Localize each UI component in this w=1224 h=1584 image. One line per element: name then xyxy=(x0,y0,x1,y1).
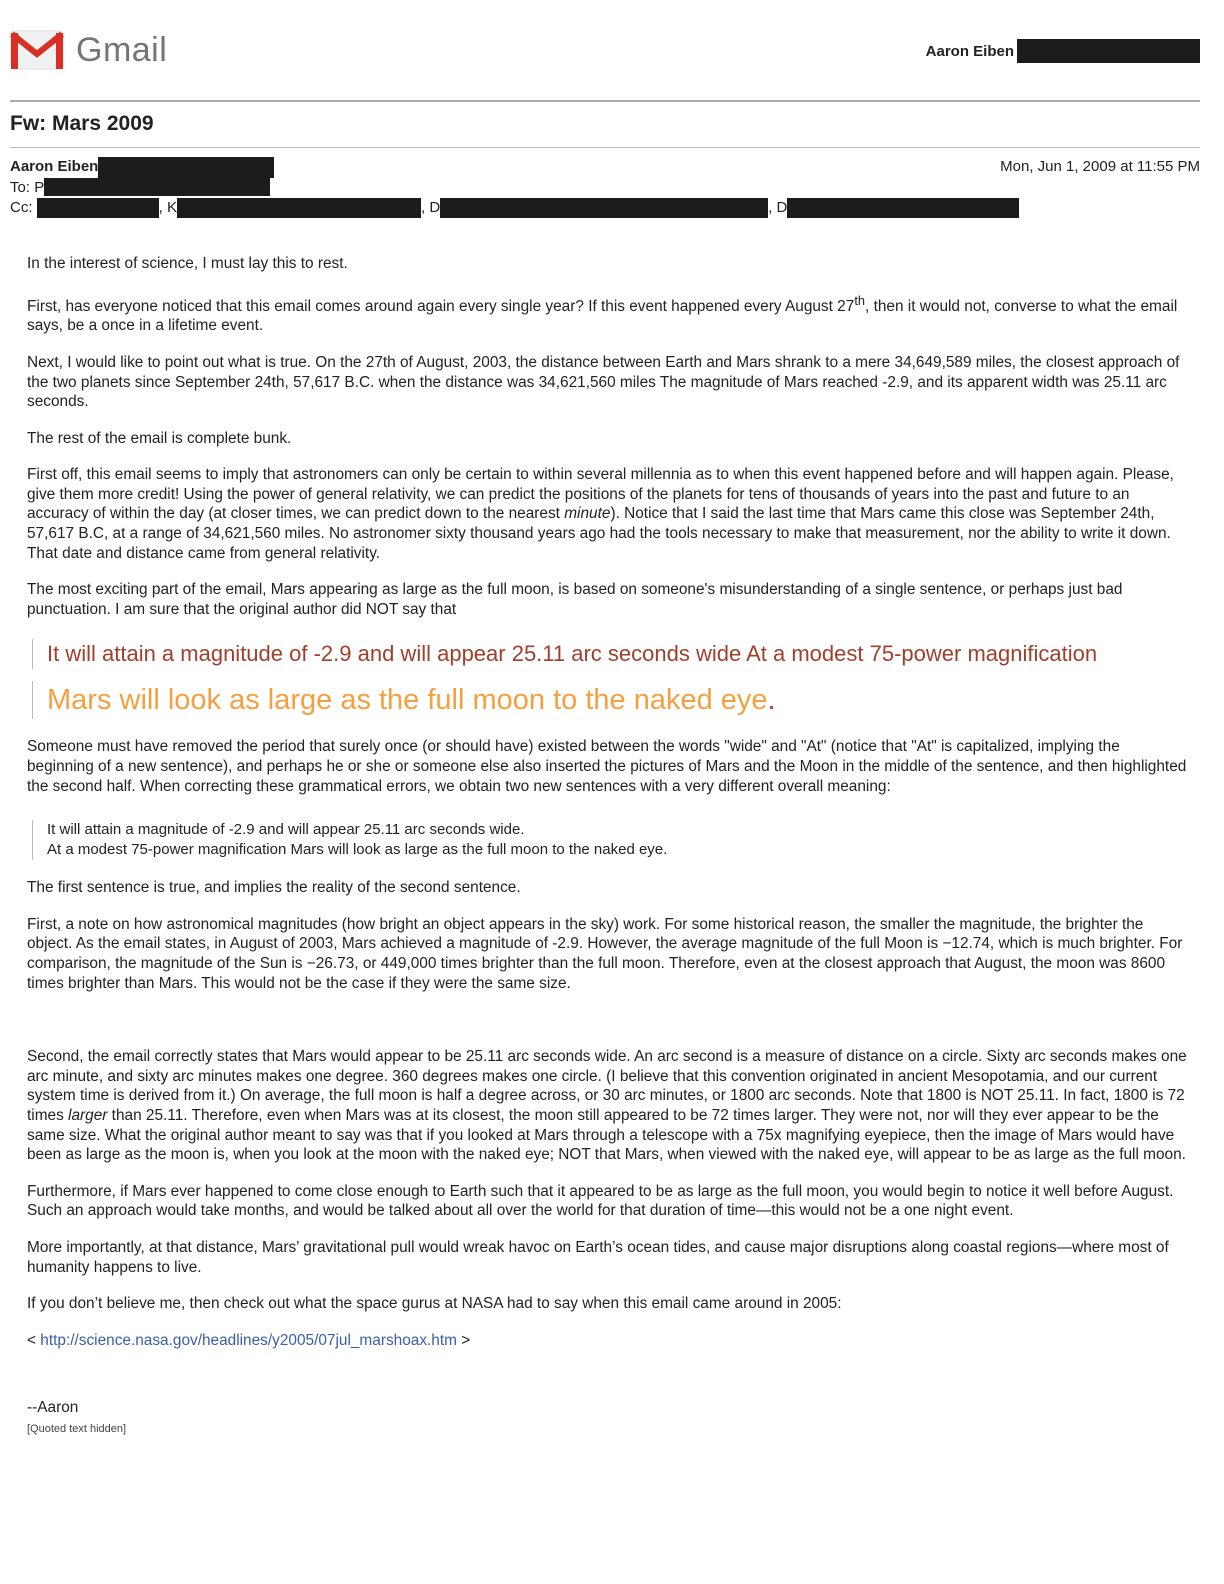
redacted-cc-3 xyxy=(440,198,768,218)
quote2-period: . xyxy=(767,684,776,717)
cc-row xyxy=(10,198,1200,218)
p10-text-a: Second, the email correctly states that Mars would appear to be 25.11 arc seconds wide. An arc second is a measure of distance on a circle. Sixty arc seconds makes one arc minute, and sixty arc minutes makes one degree. 360 degrees makes one circle. (I believe that this convention originated in ancient Mesopotamia, and our current system time is derived from it.) On average, the full moon is half a degree across, or 30 arc minutes, or 1800 arc seconds. Note that 1800 is NOT 25.11. In fact, 1800 is 72 times xyxy=(27,1048,1187,1124)
to-row xyxy=(10,178,1200,198)
quote2-text: Mars will look as large as the full moon to the naked eye xyxy=(47,684,768,717)
gmail-logo[interactable] xyxy=(10,30,167,70)
p2-text-a: First, has everyone noticed that this email comes around again every single year? If this event happened every August 27 xyxy=(27,297,855,315)
email-subject: Fw: Mars 2009 xyxy=(10,112,154,135)
account-name: Aaron Eiben xyxy=(925,42,1014,60)
paragraph-12: More importantly, at that distance, Mars’ gravitational pull would wreak havoc on Earth’s ocean tides, and cause major disruptions along coastal regions—where most of humanity happens to live. xyxy=(27,1238,1169,1276)
link-line xyxy=(27,1331,1187,1351)
nasa-link[interactable]: http://science.nasa.gov/headlines/y2005/07jul_marshoax.htm xyxy=(40,1331,457,1349)
to-initial: P xyxy=(34,179,45,196)
email-body xyxy=(27,254,1187,1440)
redacted-to xyxy=(44,178,270,196)
quote-line-1: It will attain a magnitude of -2.9 and will appear 25.11 arc seconds wide At a modest 75-power magnification xyxy=(32,639,1187,669)
to-label: To: xyxy=(10,179,31,196)
paragraph-5 xyxy=(27,465,1187,563)
quoted-text-hidden[interactable]: [Quoted text hidden] xyxy=(27,1422,127,1435)
paragraph-8: The first sentence is true, and implies the reality of the second sentence. xyxy=(27,879,521,897)
header-divider xyxy=(10,100,1200,102)
paragraph-13: If you don’t believe me, then check out what the space gurus at NASA had to say when this email came around in 2005: xyxy=(27,1295,842,1313)
redacted-email xyxy=(1017,39,1200,63)
paragraph-4: The rest of the email is complete bunk. xyxy=(27,429,292,447)
paragraph-3: Next, I would like to point out what is true. On the 27th of August, 2003, the distance between Earth and Mars shrank to a mere 34,649,589 miles, the closest approach of the two planets since September 24th, 57,617 B.C. when the distance was 34,621,560 miles The magnitude of Mars reached -2.9, and its apparent width was 25.11 arc seconds. xyxy=(27,353,1180,411)
paragraph-6: The most exciting part of the email, Mars appearing as large as the full moon, is based on someone's misunderstanding of a single sentence, or perhaps just bad punctuation. I am sure that the original author did NOT say that xyxy=(27,581,1123,618)
paragraph-7: Someone must have removed the period that surely once (or should have) existed between the words "wide" and "At" (notice that "At" is capitalized, implying the beginning of a new sentence), and perhaps he or she or someone else also inserted the pictures of Mars and the Moon in the middle of the sentence, and then highlighted the second half. When correcting these grammatical errors, we obtain two new sentences with a very different overall meaning: xyxy=(27,738,1187,795)
quote-line-2 xyxy=(32,681,1187,719)
corrected-quote-line-1: It will attain a magnitude of -2.9 and will appear 25.11 arc seconds wide. xyxy=(47,821,525,839)
p10-text-b: than 25.11. Therefore, even when Mars was at its closest, the moon still appeared to be 72 times larger. They were not, nor will they ever appear to be the same size. What the original author meant to say was that if you looked at Mars through a telescope with a 75x magnifying eyepiece, then the image of Mars would have been as large as the moon is, when you look at the moon with the naked eye; NOT that Mars, when viewed with the naked eye, will appear to be as large as the full moon. xyxy=(27,1106,1186,1164)
corrected-quote-line-2: At a modest 75-power magnification Mars will look as large as the full moon to the naked eye. xyxy=(47,841,668,859)
gmail-header xyxy=(10,26,1200,76)
redacted-cc-4 xyxy=(787,198,1019,218)
sender-name: Aaron Eiben xyxy=(10,158,99,175)
signature: --Aaron xyxy=(27,1399,79,1417)
cc-initial-1: , K xyxy=(158,199,178,216)
link-close-bracket: > xyxy=(461,1331,471,1349)
paragraph-11: Furthermore, if Mars ever happened to come close enough to Earth such that it appeared to be as large as the full moon, you would begin to notice it well before August. Such an approach would take months, and would be talked about all over the world for that duration of time—this would not be a one night event. xyxy=(27,1182,1174,1220)
subject-divider xyxy=(10,147,1200,148)
gmail-m-icon xyxy=(10,30,64,70)
paragraph-9: First, a note on how astronomical magnitudes (how bright an object appears in the sky) work. For some historical reason, the smaller the magnitude, the brighter the object. As the email states, in August of 2003, Mars achieved a magnitude of -2.9. However, the average magnitude of the full Moon is −12.74, which is much brighter. For comparison, the magnitude of the Sun is −26.73, or 449,000 times brighter than the full moon. Therefore, even at the closest approach that August, the moon was 8600 times brighter than Mars. This would not be the case if they were the same size. xyxy=(27,915,1183,992)
corrected-quote xyxy=(32,820,1187,860)
account-info xyxy=(926,39,1200,63)
redacted-cc-1 xyxy=(37,198,159,218)
p5-text-b: ). Notice that I said the last time that Mars came this close was September 24th, 57,617 B.C, at a range of 34,621,560 miles. No astronomer sixty thousand years ago had the tools necessary to make that measurement, nor the ability to write it down. That date and distance came from general relativity. xyxy=(27,505,1171,562)
paragraph-10 xyxy=(27,1047,1187,1165)
p10-emphasis: larger xyxy=(68,1106,108,1124)
p2-text-b: , then it would not, converse to what the email says, be a once in a lifetime event. xyxy=(27,297,1178,335)
cc-initial-3: , D xyxy=(768,199,788,216)
p2-superscript: th xyxy=(854,292,866,308)
link-open-bracket: < xyxy=(27,1331,36,1349)
paragraph-2 xyxy=(27,291,1187,336)
paragraph-1: In the interest of science, I must lay this to rest. xyxy=(27,255,348,272)
cc-initial-2: , D xyxy=(421,199,441,216)
p5-emphasis: minute xyxy=(564,505,611,523)
redacted-sender-email xyxy=(98,157,274,178)
gmail-wordmark: Gmail xyxy=(76,30,168,69)
message-header xyxy=(10,157,1200,218)
redacted-cc-2 xyxy=(177,198,421,218)
message-date: Mon, Jun 1, 2009 at 11:55 PM xyxy=(1000,158,1200,175)
cc-label: Cc: xyxy=(10,199,33,216)
p5-text-a: First off, this email seems to imply that astronomers can only be certain to within several millennia as to when this event happened before and will happen again. Please, give them more credit! Using the power of general relativity, we can predict the positions of the planets for tens of thousands of years into the past and future to an accuracy of within the day (at closer times, we can predict down to the nearest xyxy=(27,466,1174,523)
